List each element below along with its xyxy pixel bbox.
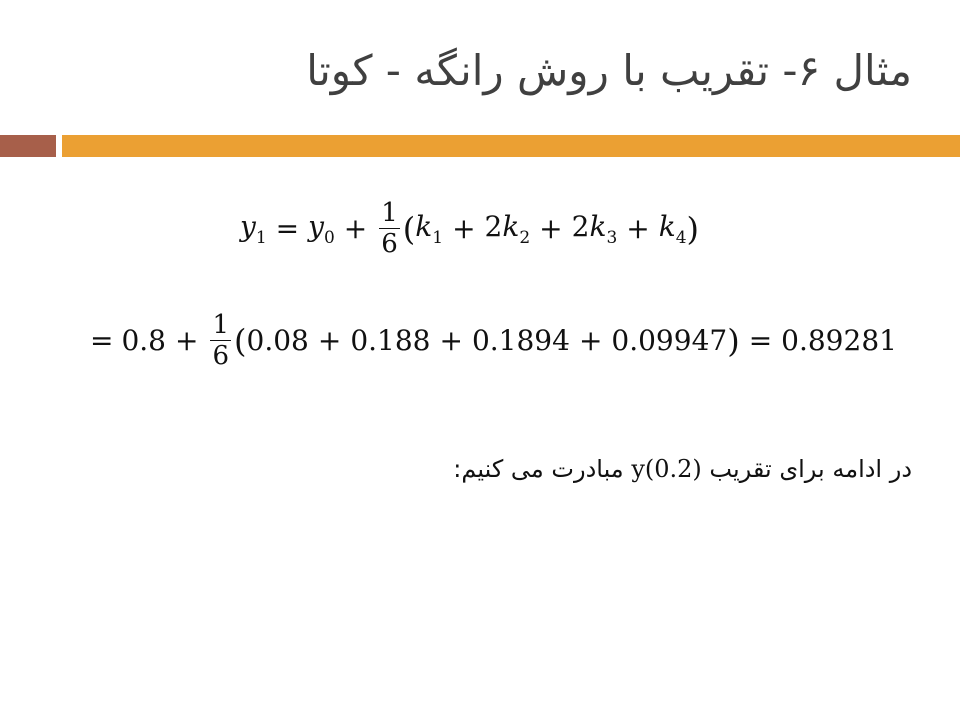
eq1-plus-4: + [626, 212, 650, 245]
eq1-fraction: $\frac{1}{6}$ [381, 198, 398, 259]
eq2-y0-value: 0.8 [121, 324, 166, 357]
eq2-fraction: $\frac{1}{6}$ [212, 310, 230, 371]
equation-numeric-substitution [90, 312, 897, 369]
eq1-equals: = [275, 212, 300, 245]
eq2-k1-value: 0.08 [246, 324, 309, 357]
eq1-open-paren: ( [402, 209, 416, 248]
eq1-k1: $k_1$ [415, 209, 444, 248]
eq2-plus: + [175, 324, 199, 357]
accent-bar-left [0, 135, 56, 157]
eq2-result: 0.89281 [781, 324, 897, 357]
eq2-equals: = [90, 324, 114, 357]
body-text-before: در ادامه برای تقریب [709, 455, 912, 483]
eq2-k2-value: 0.188 [350, 324, 431, 357]
equation-runge-kutta-formula [240, 200, 699, 257]
eq2-k4-value: 0.09947 [611, 324, 728, 357]
eq1-plus-3: + [539, 212, 563, 245]
eq2-plus-3: + [439, 324, 463, 357]
eq1-2k2: $2k_2$ [484, 209, 531, 248]
eq1-lhs: $y_1$ [240, 209, 267, 248]
body-math-inline: y(0.2) [631, 455, 702, 483]
eq1-2k3: $2k_3$ [571, 209, 618, 248]
eq1-k4: $k_4$ [658, 209, 687, 248]
eq1-plus-2: + [452, 212, 476, 245]
slide-title: مثال ۶- تقریب با روش رانگه - کوتا [306, 46, 912, 95]
eq1-plus: + [343, 212, 368, 245]
eq2-k3-value: 0.1894 [471, 324, 570, 357]
eq2-result-equals: = [748, 324, 773, 357]
accent-bar-right [62, 135, 960, 157]
body-text [453, 455, 912, 483]
eq2-open-paren: ( [234, 321, 247, 360]
eq2-plus-2: + [317, 324, 342, 357]
body-text-after: مبادرت می کنیم: [453, 455, 624, 483]
eq1-y0: $y_0$ [308, 209, 335, 248]
eq2-plus-4: + [578, 324, 603, 357]
eq2-close-paren: ) [727, 321, 740, 360]
eq1-close-paren: ) [686, 209, 700, 248]
